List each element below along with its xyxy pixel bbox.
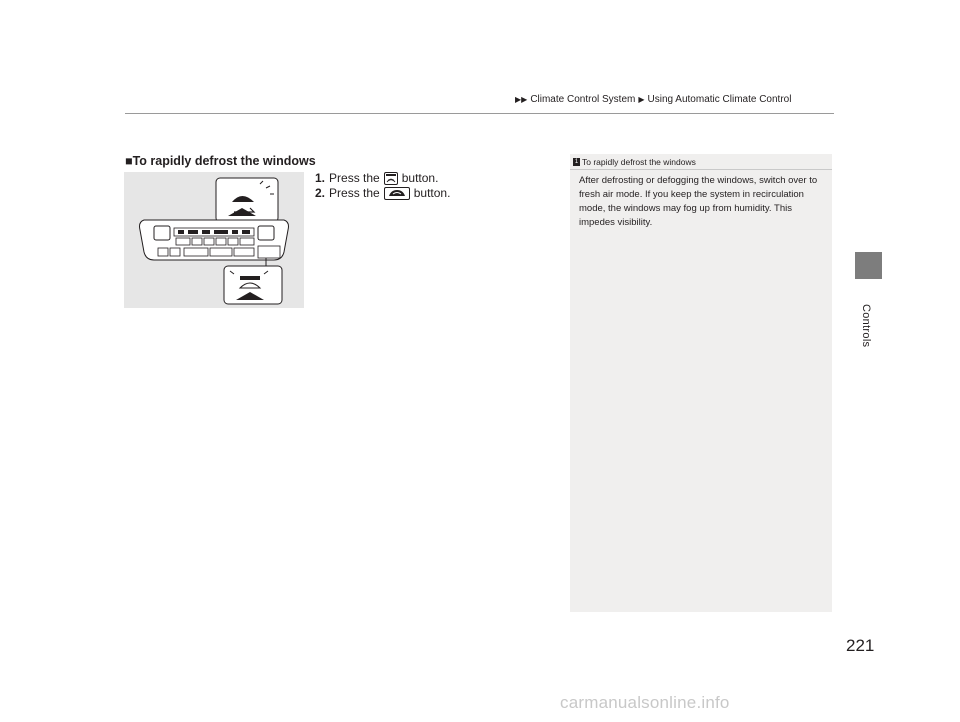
breadcrumb-item[interactable]: Using Automatic Climate Control <box>647 94 792 105</box>
front-defrost-icon <box>384 172 398 185</box>
heading-square-icon: ■ <box>125 154 133 168</box>
footer-watermark[interactable]: carmanualsonline.info <box>560 693 730 712</box>
step-number: 1. <box>315 171 326 185</box>
step-item <box>315 171 450 186</box>
breadcrumb <box>515 94 791 105</box>
sidebar-title-text: To rapidly defrost the windows <box>582 157 696 167</box>
breadcrumb-arrow-icon: ▶ <box>638 95 645 104</box>
step-text: button. <box>413 186 451 200</box>
step-text: Press the <box>329 186 380 200</box>
note-marker-icon: 1 <box>574 159 579 165</box>
climate-panel-illustration <box>124 172 304 308</box>
sidebar-text: After defrosting or defogging the windows, switch over to fresh air mode. If you keep the system in recirculation mode, the windows may fog up from humidity. This impedes visibility. <box>579 175 818 228</box>
step-text: button. <box>401 171 439 185</box>
note-sidebar <box>570 154 832 612</box>
step-item <box>315 186 450 201</box>
section-tab-label: Controls <box>860 304 872 348</box>
step-text: Press the <box>329 171 380 185</box>
breadcrumb-item[interactable]: Climate Control System <box>530 94 636 105</box>
page-number: 221 <box>846 636 875 655</box>
header-rule <box>125 113 834 114</box>
step-number: 2. <box>315 186 326 200</box>
sidebar-rule <box>570 169 832 170</box>
recirculation-icon <box>384 187 410 200</box>
section-tab <box>855 252 882 279</box>
breadcrumb-arrow-icon: ▶▶ <box>515 95 528 104</box>
steps-list <box>315 171 450 201</box>
section-heading: ■To rapidly defrost the windows <box>125 154 316 168</box>
sidebar-title <box>573 157 696 167</box>
